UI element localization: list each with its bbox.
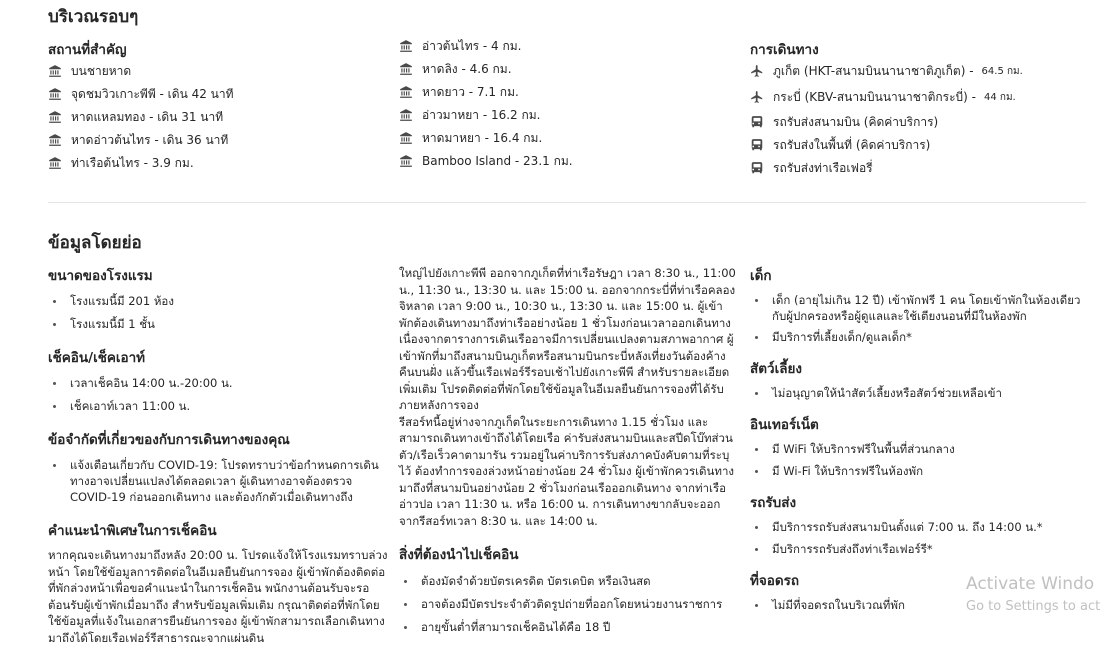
airplane-icon — [750, 64, 764, 78]
parking-heading: ที่จอดรถ — [750, 573, 800, 589]
landmark-item — [399, 106, 541, 124]
landmark-icon — [48, 64, 62, 78]
transfers-heading: รถรับส่ง — [750, 495, 797, 511]
list-item: ไม่มีที่จอดรถในบริเวณที่พัก — [750, 597, 1090, 613]
surroundings-title: บริเวณรอบๆ — [48, 7, 139, 27]
what-to-bring-list — [399, 573, 737, 635]
landmark-item — [48, 154, 194, 172]
transfer-info-text: รีสอร์ทนี้อยู่ห่างจากภูเก็ตในระยะการเดินทาง 1.15 ชั่วโมง และสามารถเดินทางเข้าถึงได้โดยเรือ ค่ารับส่งสนามบินและสปีดโบ๊ทส่วนตัว/เรือเร็วคาตามารัน รวมอยู่ในค่าบริการรับส่งภาคบังคับตามที่ระบุไว้ ต้องทำการจองล่วงหน้าอย่างน้อย 24 ชั่วโมง ผู้เข้าพักควรเดินทางมาถึงที่สนามบินอย่างน้อย 2 ชั่วโมงก่อนเรือออกเดินทาง จากท่าเรืออ่าวปอ เวลา 11:30 น. หรือ 16:00 น. การเดินทางขากลับจะออกจากรีสอร์ทเวลา 8:30 น. และ 14:00 น. — [399, 414, 735, 528]
children-list — [750, 292, 1090, 345]
list-item: แจ้งเตือนเกี่ยวกับ COVID-19: โปรดทราบว่าข้อกำหนดการเดินทางอาจเปลี่ยนแปลงได้ตลอดเวลา ผู้เดินทางอาจต้องตรวจ COVID-19 ก่อนออกเดินทาง และต้องกักตัวเมื่อเดินทางถึง — [48, 457, 388, 505]
airport-distance: 64.5 กม. — [981, 65, 1023, 77]
airplane-icon — [750, 90, 764, 104]
landmark-item-label: หาดมาหยา - 16.4 กม. — [422, 130, 543, 145]
landmark-item-label: ท่าเรือต้นไทร - 3.9 กม. — [71, 155, 194, 170]
list-item: ต้องมัดจำด้วยบัตรเครดิต บัตรเดบิต หรือเงินสด — [399, 573, 737, 589]
list-item: เช็คเอาท์เวลา 11:00 น. — [48, 398, 388, 414]
list-item: ไม่อนุญาตให้นำสัตว์เลี้ยงหรือสัตว์ช่วยเหลือเข้า — [750, 385, 1090, 401]
special-checkin-heading: คำแนะนำพิเศษในการเช็คอิน — [48, 523, 217, 539]
landmarks-heading: สถานที่สำคัญ — [48, 42, 127, 58]
travel-restrictions-list — [48, 457, 388, 505]
airport-distance: 44 กม. — [984, 91, 1016, 103]
bus-icon — [750, 138, 764, 152]
bus-icon — [750, 161, 764, 175]
summary-left-column — [48, 264, 388, 646]
landmark-item-label: หาดลิง - 4.6 กม. — [422, 61, 512, 76]
landmark-item — [399, 60, 512, 78]
activation-watermark-subtitle: Go to Settings to act — [966, 599, 1101, 614]
landmark-item-label: หาดยาว - 7.1 กม. — [422, 84, 519, 99]
airport-name: ภูเก็ต (HKT-สนามบินนานาชาติภูเก็ต) - — [773, 63, 974, 78]
travel-restrictions-heading: ข้อจำกัดที่เกี่ยวของกับการเดินทางของคุณ — [48, 432, 290, 448]
landmark-icon — [399, 131, 413, 145]
landmark-icon — [399, 62, 413, 76]
landmark-item — [399, 37, 521, 55]
list-item: มี Wi-Fi ให้บริการฟรีในห้องพัก — [750, 463, 1090, 479]
landmark-icon — [399, 108, 413, 122]
landmark-item-label: บนชายหาด — [71, 63, 132, 78]
summary-middle-column — [399, 265, 737, 635]
landmark-icon — [48, 156, 62, 170]
landmark-item-label: จุดชมวิวเกาะพีพี - เดิน 42 นาที — [71, 86, 234, 101]
list-item: มีบริการรถรับส่งถึงท่าเรือเฟอร์รี* — [750, 541, 1090, 557]
checkin-heading: เช็คอิน/เช็คเอาท์ — [48, 350, 146, 366]
hotel-size-list — [48, 293, 388, 332]
checkin-list — [48, 375, 388, 414]
shuttle-item — [750, 159, 873, 177]
list-item: มีบริการรถรับส่งสนามบินตั้งแต่ 7:00 น. ถึง 14:00 น.* — [750, 519, 1090, 535]
pets-heading: สัตว์เลี้ยง — [750, 361, 802, 377]
landmark-item — [48, 85, 234, 103]
special-checkin-text: หากคุณจะเดินทางมาถึงหลัง 20:00 น. โปรดแจ้งให้โรงแรมทราบล่วงหน้า โดยใช้ข้อมูลการติดต่อในอีเมลยืนยันการจอง ผู้เข้าพักต้องติดต่อที่พักล่วงหน้าเพื่อขอคำแนะนำในการเช็คอิน พนักงานต้อนรับจะรอต้อนรับผู้เข้าพักเมื่อมาถึง สำหรับข้อมูลเพิ่มเติม กรุณาติดต่อที่พักโดยใช้ข้อมูลที่แจ้งในเอกสารยืนยันการจอง ผู้เข้าพักสามารถเลือกเดินทางมาถึงได้โดยเรือเฟอร์รีสาธารณะจากแผ่นดิน — [48, 548, 388, 645]
airport-item — [750, 62, 1023, 80]
activation-watermark-title: Activate Windo — [966, 574, 1095, 594]
list-item: โรงแรมนี้มี 201 ห้อง — [48, 293, 388, 309]
shuttle-item — [750, 113, 938, 131]
list-item: อาจต้องมีบัตรประจำตัวติดรูปถ่ายที่ออกโดยหน่วยงานราชการ — [399, 596, 737, 612]
landmark-item-label: อ่าวต้นไทร - 4 กม. — [422, 38, 522, 53]
list-item: โรงแรมนี้มี 1 ชั้น — [48, 316, 388, 332]
bus-icon — [750, 115, 764, 129]
landmark-icon — [399, 39, 413, 53]
pets-list — [750, 385, 1090, 401]
landmark-item — [48, 62, 131, 80]
landmark-item-label: Bamboo Island - 23.1 กม. — [422, 153, 573, 168]
list-item: เวลาเช็คอิน 14:00 น.-20:00 น. — [48, 375, 388, 391]
landmark-icon — [399, 154, 413, 168]
summary-title: ข้อมูลโดยย่อ — [48, 233, 142, 253]
airport-name: กระบี่ (KBV-สนามบินนานาชาติกระบี่) - — [773, 89, 976, 104]
hotel-size-heading: ขนาดของโรงแรม — [48, 268, 153, 284]
ferry-info-text: ใหญ่ไปยังเกาะพีพี ออกจากภูเก็ตที่ท่าเรือรัษฎา เวลา 8:30 น., 11:00 น., 11:30 น., 13:30 น. และ 15:00 น. ออกจากกระบี่ที่ท่าเรือคลองจิหลาด เวลา 9:00 น., 10:30 น., 13:30 น. และ 15:00 น. ผู้เข้าพักต้องเดินทางมาถึงท่าเรืออย่างน้อย 1 ชั่วโมงก่อนเวลาออกเดินทาง เนื่องจากตารางการเดินเรืออาจมีการเปลี่ยนแปลงตามสภาพอากาศ ผู้เข้าพักที่มาถึงสนามบินภูเก็ตหรือสนามบินกระบี่หลังเที่ยงวันต้องค้างคืนบนฝั่ง แล้วขึ้นเรือเฟอร์รีรอบเช้าไปยังเกาะพีพี สำหรับรายละเอียดเพิ่มเติม โปรดติดต่อที่พักโดยใช้ข้อมูลในอีเมลยืนยันการจองที่ได้รับภายหลังการจอง — [399, 266, 736, 412]
list-item: อายุขั้นต่ำที่สามารถเช็คอินได้คือ 18 ปี — [399, 619, 737, 635]
internet-heading: อินเทอร์เน็ต — [750, 417, 819, 433]
transport-heading: การเดินทาง — [750, 42, 819, 58]
landmark-item-label: หาดอ่าวต้นไทร - เดิน 36 นาที — [71, 132, 229, 147]
list-item: เด็ก (อายุไม่เกิน 12 ปี) เข้าพักฟรี 1 คน โดยเข้าพักในห้องเดียวกับผู้ปกครองหรือผู้ดูแลและใช้เตียงนอนที่มีในห้องพัก — [750, 292, 1090, 324]
children-heading: เด็ก — [750, 268, 772, 284]
landmark-icon — [48, 87, 62, 101]
airport-item — [750, 88, 1016, 106]
landmark-item — [48, 108, 223, 126]
shuttle-item-label: รถรับส่งในพื้นที่ (คิดค่าบริการ) — [773, 137, 931, 152]
landmark-item-label: หาดแหลมทอง - เดิน 31 นาที — [71, 109, 224, 124]
shuttle-item-label: รถรับส่งสนามบิน (คิดค่าบริการ) — [773, 114, 939, 129]
list-item: มี WiFi ให้บริการฟรีในพื้นที่ส่วนกลาง — [750, 441, 1090, 457]
summary-right-column — [750, 264, 1090, 613]
landmark-icon — [48, 133, 62, 147]
shuttle-item — [750, 136, 930, 154]
what-to-bring-heading: สิ่งที่ต้องนำไปเช็คอิน — [399, 547, 519, 563]
landmark-icon — [399, 85, 413, 99]
shuttle-item-label: รถรับส่งท่าเรือเฟอรี่ — [773, 160, 873, 175]
landmark-item — [399, 129, 542, 147]
landmark-icon — [48, 110, 62, 124]
landmark-item — [399, 152, 573, 170]
landmark-item-label: อ่าวมาหยา - 16.2 กม. — [422, 107, 541, 122]
landmark-item — [399, 83, 519, 101]
internet-list — [750, 441, 1090, 479]
section-divider — [48, 202, 1086, 203]
landmark-item — [48, 131, 228, 149]
transfers-list — [750, 519, 1090, 557]
list-item: มีบริการที่เลี้ยงเด็ก/ดูแลเด็ก* — [750, 329, 1090, 345]
